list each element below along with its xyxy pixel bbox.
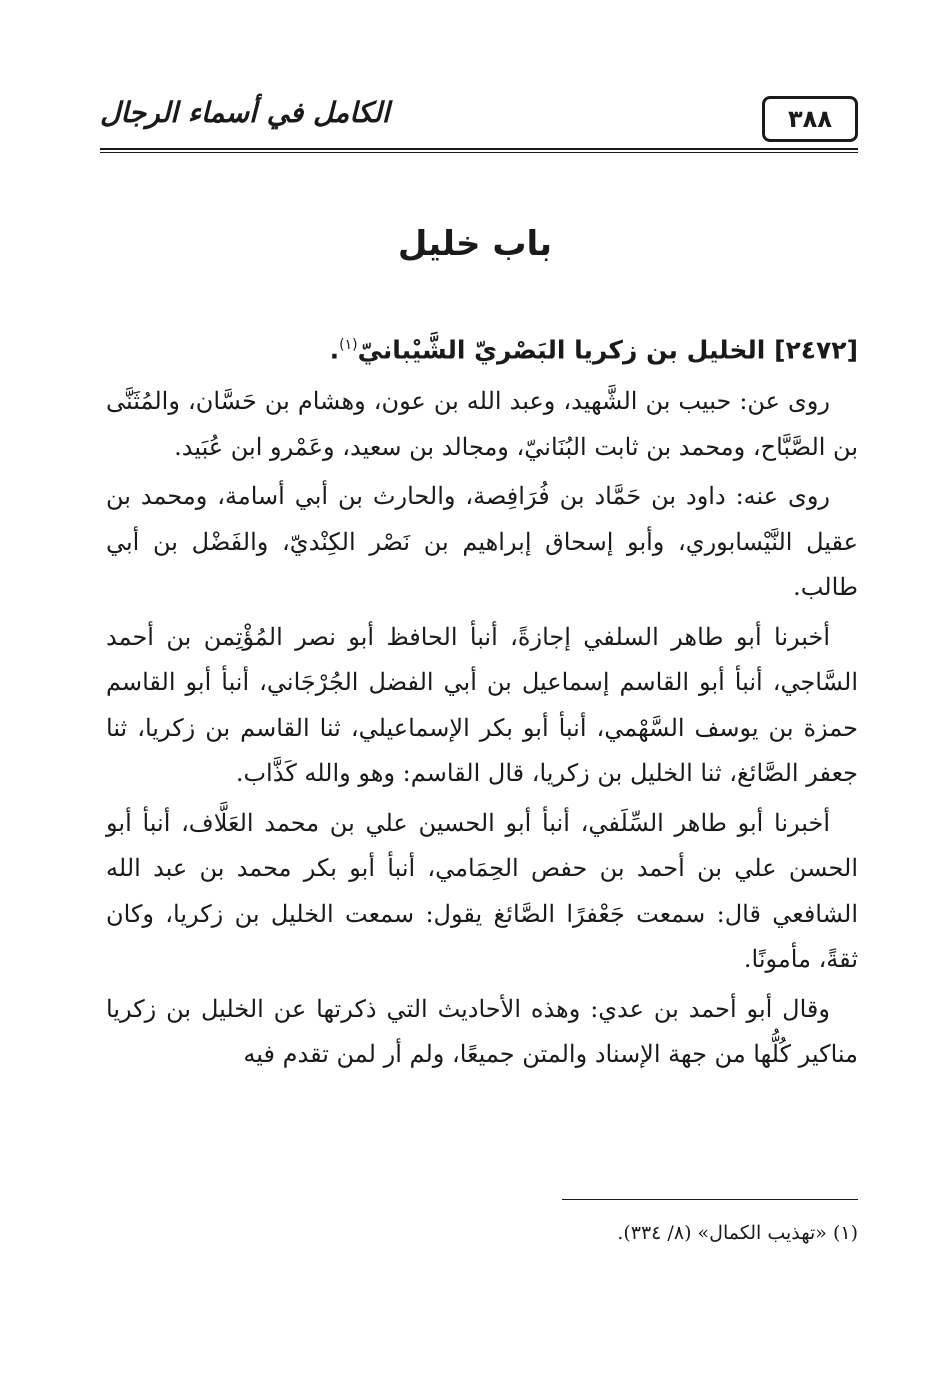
entry-number: [٢٤٧٢] xyxy=(774,335,858,365)
paragraph-narrated-from: روى عن: حبيب بن الشَّهيد، وعبد الله بن عون، وهشام بن حَسَّان، والمُثَنَّى بن الصَّبَّاح، ومحمد بن ثابت البُنَانيّ، ومجالد بن سعيد، وعَمْرو ابن عُبَيد. xyxy=(106,387,858,461)
header-rule-thin xyxy=(100,152,858,153)
page-header xyxy=(100,92,858,154)
entry-name: الخليل بن زكريا البَصْريّ الشَّيْبانيّ xyxy=(357,335,766,365)
footnote: (١) «تهذيب الكمال» (٨/ ٣٣٤). xyxy=(617,1222,858,1244)
header-rule xyxy=(100,148,858,150)
footnote-reference: (١) xyxy=(339,337,358,353)
page-number: ٣٨٨ xyxy=(762,96,858,142)
entry-heading xyxy=(106,322,858,373)
paragraph-isnad-2: أخبرنا أبو طاهر السِّلَفي، أنبأ أبو الحسين علي بن محمد العَلَّاف، أنبأ أبو الحسن علي بن أحمد بن حفص الحِمَامي، أنبأ أبو بكر محمد بن عبد الله الشافعي قال: سمعت جَعْفرًا الصَّائغ يقول: سمعت الخليل بن زكريا، وكان ثقةً، مأمونًا. xyxy=(106,808,858,974)
paragraph-isnad-1: أخبرنا أبو طاهر السلفي إجازةً، أنبأ الحافظ أبو نصر المُؤْتِمن بن أحمد السَّاجي، أنبأ أبو القاسم إسماعيل بن أبي الفضل الجُرْجَاني، أنبأ أبو القاسم حمزة بن يوسف السَّهْمي، أنبأ أبو بكر الإسماعيلي، ثنا القاسم بن زكريا، ثنا جعفر الصَّائغ، ثنا الخليل بن زكريا، قال القاسم: وهو والله كَذَّاب. xyxy=(106,622,858,788)
body-text xyxy=(106,322,858,1082)
running-title: الكامل في أسماء الرجال xyxy=(100,96,390,129)
footnote-rule xyxy=(562,1199,858,1200)
paragraph-narrated-by: روى عنه: داود بن حَمَّاد بن فُرَافِصة، والحارث بن أبي أسامة، ومحمد بن عقيل النَّيْسابوري، وأبو إسحاق إبراهيم بن نَصْر الكِنْديّ، والفَضْل بن أبي طالب. xyxy=(106,482,858,602)
chapter-title: باب خليل xyxy=(397,224,553,264)
entry-end-mark: . xyxy=(329,335,340,365)
paragraph-ibn-adi: وقال أبو أحمد بن عدي: وهذه الأحاديث التي ذكرتها عن الخليل بن زكريا مناكير كُلُّها من جهة الإسناد والمتن جميعًا، ولم أر لمن تقدم فيه xyxy=(106,994,858,1069)
